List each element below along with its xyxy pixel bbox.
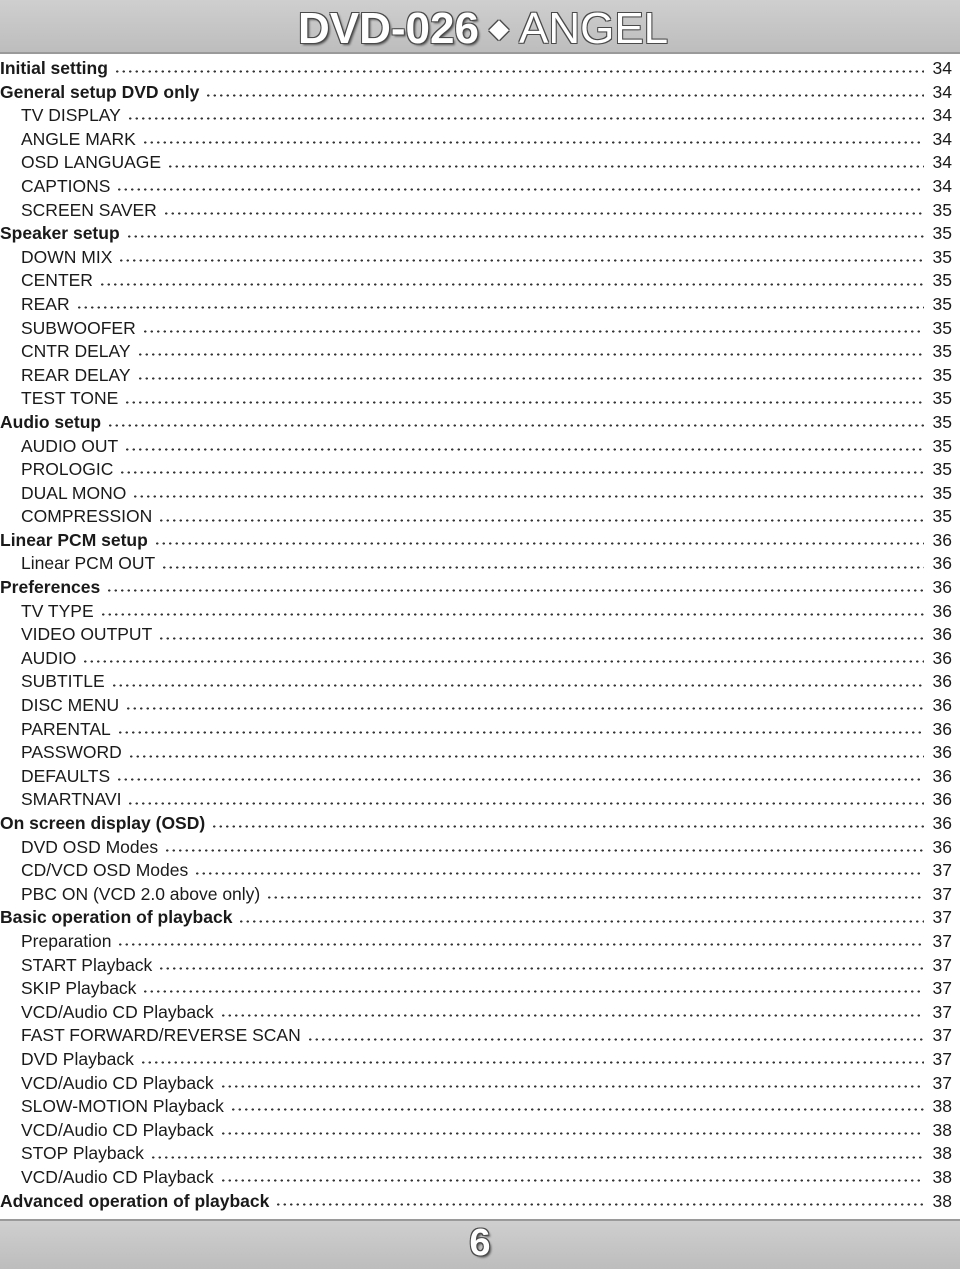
toc-page-number: 34 [932, 152, 952, 173]
toc-page-number: 36 [932, 718, 952, 739]
toc-entry-label: DEFAULTS [21, 765, 111, 786]
dot-leader [161, 566, 924, 569]
dot-leader [111, 684, 924, 687]
dot-leader [266, 896, 924, 899]
toc-entry-row[interactable] [0, 1166, 952, 1190]
toc-entry-label: CD/VCD OSD Modes [21, 860, 189, 881]
toc-entry-label: Basic operation of playback [0, 907, 233, 928]
toc-entry-label: PROLOGIC [21, 459, 114, 480]
toc-entry-row[interactable] [0, 623, 952, 647]
toc-entry-row[interactable] [0, 128, 952, 152]
toc-entry-label: SKIP Playback [21, 978, 137, 999]
toc-page-number: 34 [932, 175, 952, 196]
toc-entry-label: CENTER [21, 270, 93, 291]
toc-page-number: 35 [932, 270, 952, 291]
toc-section-row[interactable] [0, 222, 952, 246]
dot-leader [167, 165, 924, 168]
toc-page-number: 35 [932, 459, 952, 480]
toc-entry-label: TV TYPE [21, 600, 94, 621]
toc-page-number: 36 [932, 765, 952, 786]
toc-entry-row[interactable] [0, 175, 952, 199]
toc-entry-row[interactable] [0, 954, 952, 978]
dot-leader [142, 330, 924, 333]
toc-entry-label: SUBTITLE [21, 671, 105, 692]
dot-leader [275, 1203, 924, 1206]
dot-leader [107, 424, 924, 427]
toc-page-number: 37 [932, 930, 952, 951]
toc-entry-label: PARENTAL [21, 718, 111, 739]
toc-page-number: 37 [932, 860, 952, 881]
dot-leader [106, 589, 924, 592]
toc-page-number: 36 [932, 600, 952, 621]
dot-leader [127, 802, 924, 805]
toc-entry-label: On screen display (OSD) [0, 813, 206, 833]
dot-leader [205, 94, 924, 97]
dot-leader [140, 1061, 924, 1064]
toc-entry-row[interactable] [0, 718, 952, 742]
dot-leader [220, 1085, 924, 1088]
toc-entry-label: TV DISPLAY [21, 105, 121, 126]
toc-page-number: 35 [932, 341, 952, 362]
dot-leader [99, 283, 924, 286]
toc-entry-label: VCD/Audio CD Playback [21, 1166, 214, 1187]
toc-entry-label: DVD OSD Modes [21, 836, 159, 857]
toc-entry-row[interactable] [0, 269, 952, 293]
toc-entry-label: VCD/Audio CD Playback [21, 1072, 214, 1093]
toc-entry-label: General setup DVD only [0, 81, 200, 102]
toc-page-number: 38 [932, 1166, 952, 1187]
dot-leader [116, 778, 924, 781]
header-title [298, 4, 668, 52]
toc-entry-row[interactable] [0, 552, 952, 576]
toc-page-number: 35 [932, 364, 952, 385]
toc-entry-label: Preparation [21, 930, 112, 951]
toc-entry-row[interactable] [0, 1072, 952, 1096]
toc-page-number: 35 [932, 435, 952, 456]
brand-name: ANGEL [518, 4, 669, 53]
toc-page-number: 38 [932, 1190, 952, 1211]
toc-page-number: 37 [932, 1048, 952, 1069]
toc-entry-row[interactable] [0, 482, 952, 506]
toc-page-number: 35 [932, 411, 952, 432]
dot-leader [158, 519, 924, 522]
toc-entry-row[interactable] [0, 340, 952, 364]
toc-page-number: 36 [932, 789, 952, 810]
toc-page-number: 35 [932, 199, 952, 220]
dot-leader [137, 353, 924, 356]
toc-entry-row[interactable] [0, 930, 952, 954]
toc-entry-label: CAPTIONS [21, 175, 111, 196]
diamond-separator-icon: ◆ [488, 13, 509, 43]
toc-entry-row[interactable] [0, 246, 952, 270]
toc-entry-label: Initial setting [0, 58, 108, 78]
toc-page-number: 34 [932, 105, 952, 126]
toc-page-number: 37 [932, 1072, 952, 1093]
toc-page-number: 36 [932, 671, 952, 692]
toc-entry-label: Linear PCM setup [0, 529, 148, 550]
toc-entry-label: START Playback [21, 954, 153, 975]
toc-entry-label: ANGLE MARK [21, 128, 136, 149]
toc-entry-label: SLOW-MOTION Playback [21, 1096, 224, 1117]
dot-leader [163, 212, 924, 215]
toc-page-number: 35 [932, 388, 952, 409]
toc-entry-row[interactable] [0, 293, 952, 317]
toc-entry-row[interactable] [0, 1048, 952, 1072]
toc-page-number: 34 [932, 58, 952, 78]
page-number: 6 [469, 1222, 491, 1264]
dot-leader [142, 141, 924, 144]
toc-page-number: 36 [932, 529, 952, 550]
dot-leader [128, 755, 924, 758]
toc-page-number: 35 [932, 482, 952, 503]
table-of-contents [0, 57, 952, 1213]
dot-leader [127, 117, 924, 120]
toc-entry-label: REAR [21, 293, 70, 314]
toc-entry-row[interactable] [0, 977, 952, 1001]
toc-entry-label: Advanced operation of playback [0, 1190, 270, 1211]
dot-leader [124, 401, 924, 404]
toc-entry-row[interactable] [0, 883, 952, 907]
toc-entry-label: DVD Playback [21, 1048, 134, 1069]
toc-page-number: 35 [932, 293, 952, 314]
toc-entry-row[interactable] [0, 1119, 952, 1143]
toc-section-row[interactable] [0, 906, 952, 930]
toc-entry-label: CNTR DELAY [21, 341, 131, 362]
toc-page-number: 37 [932, 954, 952, 975]
dot-leader [118, 259, 924, 262]
dot-leader [132, 495, 924, 498]
toc-page-number: 36 [932, 647, 952, 668]
toc-entry-row[interactable] [0, 836, 952, 860]
toc-entry-label: Preferences [0, 577, 101, 598]
toc-page-number: 36 [932, 836, 952, 857]
toc-page-number: 36 [932, 742, 952, 763]
toc-section-row[interactable] [0, 1190, 952, 1214]
dot-leader [125, 707, 924, 710]
toc-entry-label: STOP Playback [21, 1143, 144, 1164]
dot-leader [220, 1014, 924, 1017]
dot-leader [137, 377, 924, 380]
dot-leader [238, 920, 924, 923]
toc-page-number: 34 [932, 81, 952, 102]
toc-page-number: 37 [932, 978, 952, 999]
dot-leader [100, 613, 924, 616]
toc-entry-row[interactable] [0, 1024, 952, 1048]
dot-leader [158, 637, 924, 640]
dot-leader [211, 825, 924, 828]
toc-page-number: 36 [932, 553, 952, 574]
toc-section-row[interactable] [0, 576, 952, 600]
toc-entry-row[interactable] [0, 104, 952, 128]
dot-leader [154, 542, 924, 545]
toc-page-number: 38 [932, 1096, 952, 1117]
toc-entry-label: PBC ON (VCD 2.0 above only) [21, 883, 261, 904]
toc-entry-row[interactable] [0, 387, 952, 411]
dot-leader [150, 1156, 924, 1159]
dot-leader [116, 188, 924, 191]
toc-entry-label: Audio setup [0, 411, 102, 432]
toc-entry-row[interactable] [0, 505, 952, 529]
dot-leader [220, 1179, 924, 1182]
toc-entry-row[interactable] [0, 435, 952, 459]
toc-entry-label: TEST TONE [21, 388, 119, 409]
toc-entry-row[interactable] [0, 694, 952, 718]
toc-entry-label: FAST FORWARD/REVERSE SCAN [21, 1025, 301, 1046]
toc-entry-row[interactable] [0, 458, 952, 482]
dot-leader [117, 943, 924, 946]
dot-leader [142, 990, 924, 993]
toc-entry-label: SMARTNAVI [21, 789, 122, 810]
toc-entry-label: DUAL MONO [21, 482, 127, 503]
toc-entry-row[interactable] [0, 788, 952, 812]
toc-entry-label: VCD/Audio CD Playback [21, 1119, 214, 1140]
toc-entry-label: PASSWORD [21, 742, 122, 763]
toc-page-number: 35 [932, 317, 952, 338]
toc-entry-row[interactable] [0, 647, 952, 671]
toc-entry-row[interactable] [0, 859, 952, 883]
dot-leader [194, 872, 924, 875]
toc-entry-label: SCREEN SAVER [21, 199, 157, 220]
toc-entry-label: SUBWOOFER [21, 317, 136, 338]
dot-leader [126, 235, 924, 238]
toc-entry-label: VIDEO OUTPUT [21, 624, 153, 645]
toc-page-number: 37 [932, 883, 952, 904]
toc-page-number: 35 [932, 246, 952, 267]
dot-leader [114, 70, 924, 73]
toc-entry-row[interactable] [0, 317, 952, 341]
dot-leader [119, 471, 924, 474]
dot-leader [230, 1108, 924, 1111]
dot-leader [76, 306, 924, 309]
toc-entry-label: REAR DELAY [21, 364, 131, 385]
toc-page-number: 37 [932, 907, 952, 928]
toc-page-number: 35 [932, 223, 952, 244]
toc-entry-label: OSD LANGUAGE [21, 152, 162, 173]
toc-page-number: 36 [932, 695, 952, 716]
toc-entry-row[interactable] [0, 600, 952, 624]
toc-page-number: 38 [932, 1143, 952, 1164]
toc-entry-row[interactable] [0, 199, 952, 223]
toc-entry-label: Speaker setup [0, 223, 120, 244]
toc-entry-row[interactable] [0, 1142, 952, 1166]
toc-section-row[interactable] [0, 411, 952, 435]
toc-section-row[interactable] [0, 81, 952, 105]
toc-entry-label: AUDIO OUT [21, 435, 119, 456]
dot-leader [117, 731, 924, 734]
toc-page-number: 37 [932, 1025, 952, 1046]
toc-section-row[interactable] [0, 57, 952, 81]
toc-entry-row[interactable] [0, 741, 952, 765]
dot-leader [220, 1132, 924, 1135]
toc-section-row[interactable] [0, 812, 952, 836]
toc-entry-label: DISC MENU [21, 695, 120, 716]
toc-page-number: 38 [932, 1119, 952, 1140]
toc-entry-label: VCD/Audio CD Playback [21, 1001, 214, 1022]
toc-entry-row[interactable] [0, 670, 952, 694]
toc-page-number: 37 [932, 1001, 952, 1022]
toc-entry-label: DOWN MIX [21, 246, 113, 267]
toc-page-number: 34 [932, 128, 952, 149]
toc-entry-row[interactable] [0, 1001, 952, 1025]
toc-entry-row[interactable] [0, 151, 952, 175]
dot-leader [164, 849, 924, 852]
toc-entry-label: Linear PCM OUT [21, 553, 156, 574]
dot-leader [158, 967, 924, 970]
toc-page-number: 36 [932, 624, 952, 645]
toc-page-number: 36 [932, 577, 952, 598]
toc-page-number: 36 [932, 813, 952, 833]
dot-leader [307, 1038, 924, 1041]
toc-section-row[interactable] [0, 529, 952, 553]
toc-entry-label: COMPRESSION [21, 506, 153, 527]
dot-leader [124, 448, 924, 451]
toc-entry-row[interactable] [0, 765, 952, 789]
toc-page-number: 35 [932, 506, 952, 527]
toc-entry-row[interactable] [0, 364, 952, 388]
dot-leader [82, 660, 924, 663]
toc-entry-row[interactable] [0, 1095, 952, 1119]
toc-entry-label: AUDIO [21, 647, 77, 668]
model-name: DVD-026 [298, 4, 479, 53]
